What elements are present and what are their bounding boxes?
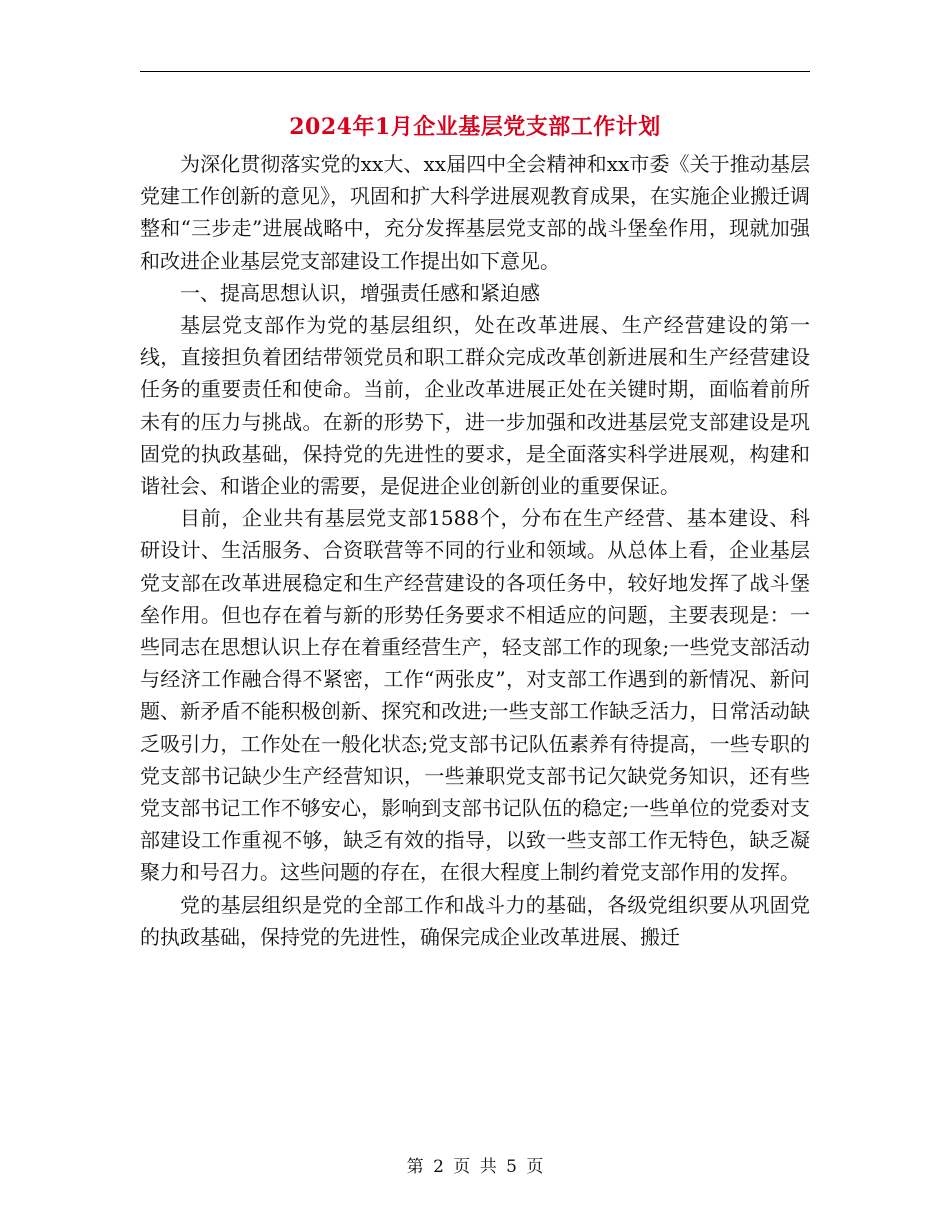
paragraph-foundation: 党的基层组织是党的全部工作和战斗力的基础，各级党组织要从巩固党的执政基础，保持党的先进性，确保完成企业改革进展、搬迁	[140, 892, 810, 949]
paragraph-status: 目前，企业共有基层党支部1588个，分布在生产经营、基本建设、科研设计、生活服务、合资联营等不同的行业和领域。从总体上看，企业基层党支部在改革进展稳定和生产经营建设的各项任务中，较好地发挥了战斗堡垒作用。但也存在着与新的形势任务要求不相适应的问题，主要表现是：一些同志在思想认识上存在着重经营生产，轻支部工作的现象;一些党支部活动与经济工作融合得不紧密，工作“两张皮”，对支部工作遇到的新情况、新问题、新矛盾不能积极创新、探究和改进;一些支部工作缺乏活力，日常活动缺乏吸引力，工作处在一般化状态;党支部书记队伍素养有待提高，一些专职的党支部书记缺少生产经营知识，一些兼职党支部书记欠缺党务知识，还有些党支部书记工作不够安心，影响到支部书记队伍的稳定;一些单位的党委对支部建设工作重视不够，缺乏有效的指导，以致一些支部工作无特色，缺乏凝聚力和号召力。这些问题的存在，在很大程度上制约着党支部作用的发挥。	[140, 506, 810, 885]
header-rule	[140, 71, 810, 72]
section-heading-1: 一、提高思想认识，增强责任感和紧迫感	[180, 280, 540, 305]
paragraph-intro: 为深化贯彻落实党的xx大、xx届四中全会精神和xx市委《关于推动基层党建工作创新的意见》，巩固和扩大科学进展观教育成果，在实施企业搬迁调整和“三步走”进展战略中，充分发挥基层党支部的战斗堡垒作用，现就加强和改进企业基层党支部建设工作提出如下意见。	[140, 152, 810, 273]
page-footer: 第 2 页 共 5 页	[406, 1157, 544, 1177]
document-body	[140, 148, 810, 953]
document-title: 2024年1月企业基层党支部工作计划	[289, 114, 661, 140]
paragraph-role: 基层党支部作为党的基层组织，处在改革进展、生产经营建设的第一线，直接担负着团结带领党员和职工群众完成改革创新进展和生产经营建设任务的重要责任和使命。当前，企业改革进展正处在关键时期，面临着前所未有的压力与挑战。在新的形势下，进一步加强和改进基层党支部建设是巩固党的执政基础，保持党的先进性的要求，是全面落实科学进展观，构建和谐社会、和谐企业的需要，是促进企业创新创业的重要保证。	[140, 313, 810, 499]
